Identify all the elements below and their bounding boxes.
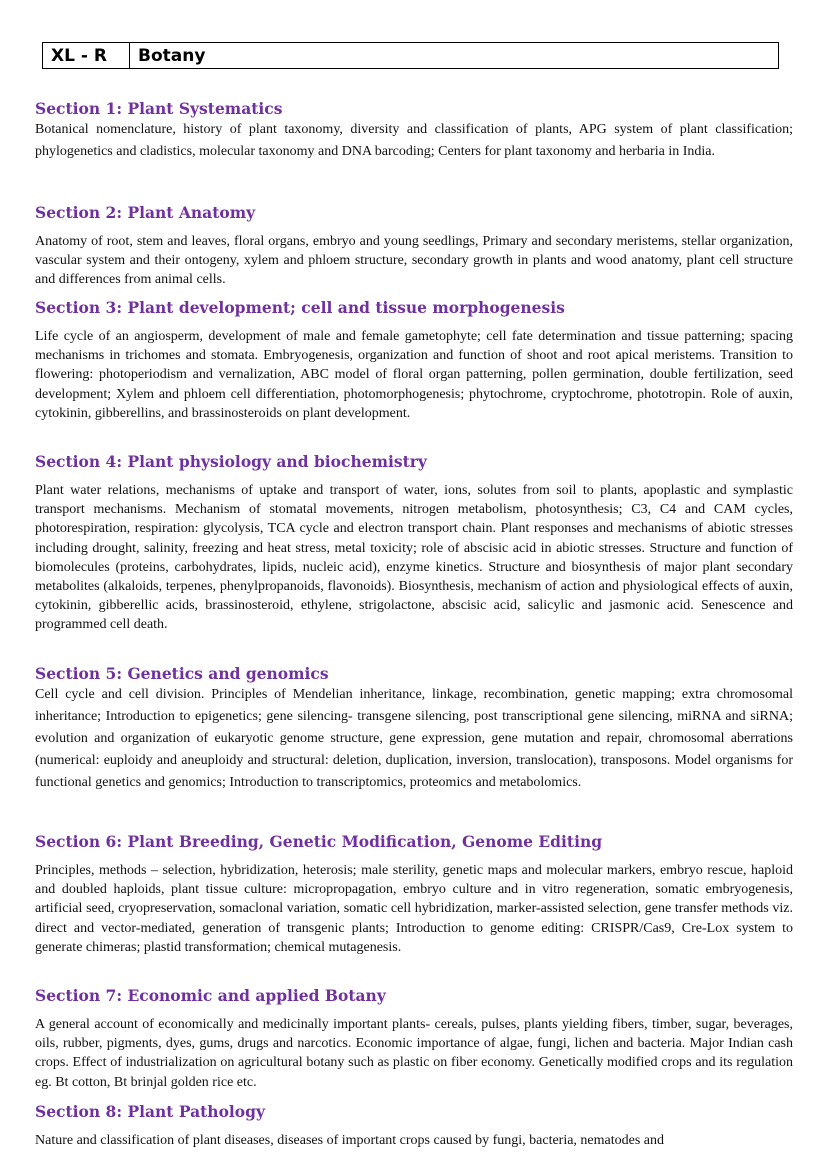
paper-subject: Botany [138,46,206,66]
section-2 [35,203,793,290]
section-4 [35,452,793,635]
section-5 [35,664,793,794]
section-title: Section 3: Plant development; cell and tissue morphogenesis [35,298,565,317]
section-title: Section 5: Genetics and genomics [35,664,329,683]
section-title: Section 1: Plant Systematics [35,99,283,118]
section-title: Section 6: Plant Breeding, Genetic Modification, Genome Editing [35,832,603,851]
section-title: Section 7: Economic and applied Botany [35,986,386,1005]
section-title: Section 2: Plant Anatomy [35,203,256,222]
section-body: Principles, methods – selection, hybridization, heterosis; male sterility, genetic maps and molecular markers, embryo rescue, haploid and doubled haploids, plant tissue culture: micropropagation, embryo culture and in vitro regeneration, somatic embryogenesis, artificial seed, cryopreservation, somaclonal variation, somatic cell hybridization, marker-assisted selection, gene transfer methods viz. direct and vector-mediated, generation of transgenic plants; Introduction to genome editing: CRISPR/Cas9, Cre-Lox system to generate chimeras; plastid transformation; chemical mutagenesis. [35,863,793,955]
section-3 [35,298,793,423]
section-body: A general account of economically and medicinally important plants- cereals, pulses, plants yielding fibers, timber, sugar, beverages, oils, rubber, pigments, dyes, gums, drugs and narcotics. Economic importance of algae, fungi, lichen and bacteria. Major Indian cash crops. Effect of industrialization on agricultural botany such as plastic on fiber economy. Genetically modified crops and its regulation eg. Bt cotton, Bt brinjal golden rice etc. [35,1017,793,1090]
section-body: Anatomy of root, stem and leaves, floral organs, embryo and young seedlings, Primary and secondary meristems, stellar organization, vascular system and their ontogeny, xylem and phloem structure, secondary growth in plants and wood anatomy, plant cell structure and differences from animal cells. [35,234,793,288]
section-body: Botanical nomenclature, history of plant taxonomy, diversity and classification of plants, APG system of plant classification; phylogenetics and cladistics, molecular taxonomy and DNA barcoding; Centers for plant taxonomy and herbaria in India. [35,122,793,159]
section-title: Section 8: Plant Pathology [35,1102,265,1121]
section-title: Section 4: Plant physiology and biochemistry [35,452,427,471]
paper-header-table [42,42,779,69]
section-6 [35,832,793,957]
section-body: Plant water relations, mechanisms of uptake and transport of water, ions, solutes from soil to plants, apoplastic and symplastic transport mechanisms. Mechanism of stomatal movements, nitrogen metabolism, photosynthesis; C3, C4 and CAM cycles, photorespiration, respiration: glycolysis, TCA cycle and electron transport chain. Plant responses and mechanisms of abiotic stresses including drought, salinity, freezing and heat stress, metal toxicity; role of abscisic acid in abiotic stresses. Structure and function of biomolecules (proteins, carbohydrates, lipids, nucleic acid), enzyme kinetics. Structure and biosynthesis of major plant secondary metabolites (alkaloids, terpenes, phenylpropanoids, flavonoids). Biosynthesis, mechanism of action and physiological effects of auxin, cytokinin, gibberellic acids, brassinosteroid, ethylene, strigolactone, abscisic acid, salicylic and jasmonic acid. Senescence and programmed cell death. [35,483,793,633]
section-8 [35,1102,793,1150]
section-body: Life cycle of an angiosperm, development of male and female gametophyte; cell fate determination and tissue patterning; spacing mechanisms in trichomes and stomata. Embryogenesis, organization and function of shoot and root apical meristems. Transition to flowering: photoperiodism and vernalization, ABC model of floral organ patterning, pollen germination, double fertilization, seed development; Xylem and phloem cell differentiation, photomorphogenesis; phytochrome, cryptochrome, phototropin. Role of auxin, cytokinin, gibberellins, and brassinosteroids on plant development. [35,329,793,421]
section-body: Cell cycle and cell division. Principles of Mendelian inheritance, linkage, recombination, genetic mapping; extra chromosomal inheritance; Introduction to epigenetics; gene silencing- transgene silencing, post transcriptional gene silencing, miRNA and siRNA; evolution and organization of eukaryotic genome structure, gene expression, gene mutation and repair, chromosomal aberrations (numerical: euploidy and aneuploidy and structural: deletion, duplication, inversion, translocation), transposons. Model organisms for functional genetics and genomics; Introduction to transcriptomics, proteomics and metabolomics. [35,687,793,790]
section-1 [35,99,793,163]
section-7 [35,986,793,1092]
paper-code: XL - R [43,43,130,68]
section-body: Nature and classification of plant diseases, diseases of important crops caused by fungi, bacteria, nematodes and [35,1133,665,1148]
